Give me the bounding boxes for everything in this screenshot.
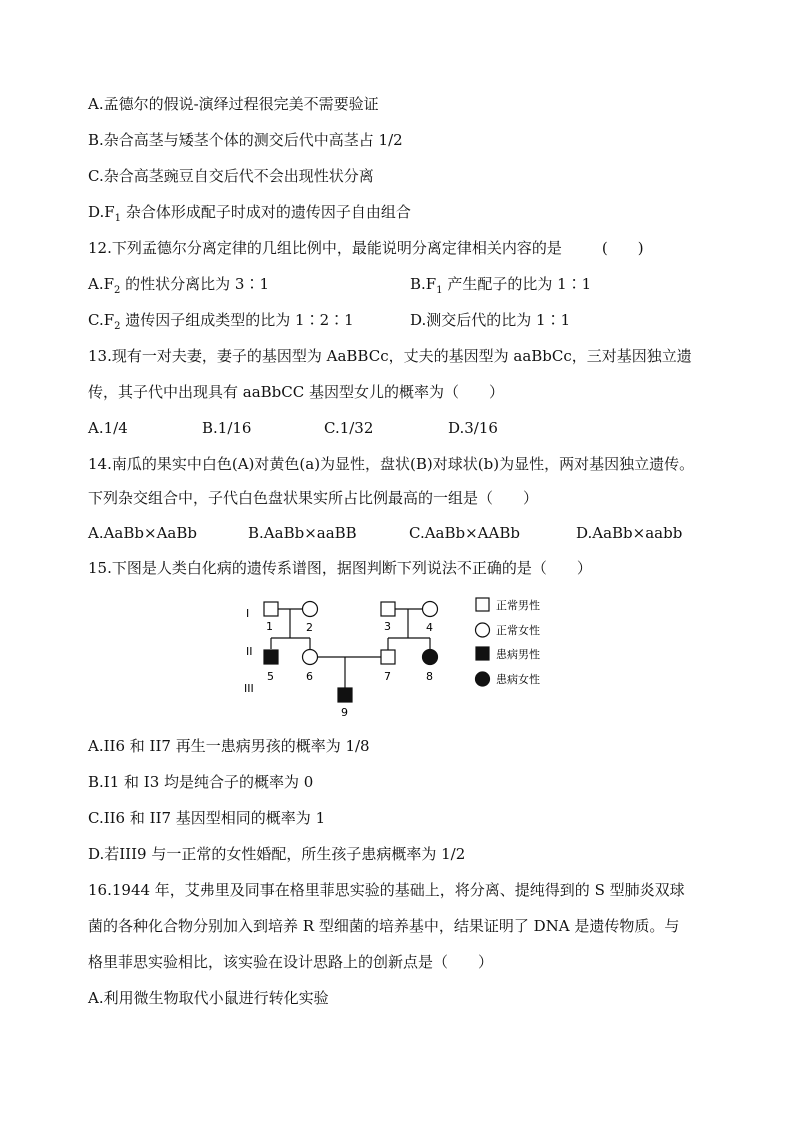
q12-stem: 12.下列孟德尔分离定律的几组比例中，最能说明分离定律相关内容的是 ( ) <box>88 239 644 257</box>
gen-label-3: III <box>244 682 254 695</box>
legend-normal-female-icon <box>476 623 490 637</box>
q14-stem-line2: 下列杂交组合中，子代白色盘状果实所占比例最高的一组是（ ） <box>88 489 539 507</box>
q13-option-b: B.1/16 <box>202 419 252 437</box>
gen-label-1: I <box>246 607 250 620</box>
individual-5-affected-male <box>264 650 278 664</box>
q16-stem-line3: 格里菲思实验相比，该实验在设计思路上的创新点是（ ） <box>88 953 494 971</box>
pedigree-diagram <box>236 590 556 718</box>
q13-option-c: C.1/32 <box>324 419 374 437</box>
q14-option-c: C.AaBb×AABb <box>409 524 520 542</box>
q12-option-b: $B.F_1$ 产生配子的比为 1∶1 <box>410 275 592 296</box>
q13-stem-line2: 传，其子代中出现具有 aaBbCC 基因型女儿的概率为（ ） <box>88 383 505 401</box>
q11-option-b: B.杂合高茎与矮茎个体的测交后代中高茎占 1/2 <box>88 131 403 149</box>
legend-affected-female-icon <box>476 672 490 686</box>
legend-normal-male-icon <box>476 598 489 611</box>
q11-option-a: A.孟德尔的假说-演绎过程很完美不需要验证 <box>88 95 379 113</box>
q16-stem-line1: 16.1944 年，艾弗里及同事在格里菲思实验的基础上，将分离、提纯得到的 S 型肺炎双球 <box>88 881 685 899</box>
q15-option-b: B.I1 和 I3 均是纯合子的概率为 0 <box>88 773 314 791</box>
individual-1-normal-male <box>264 602 278 616</box>
label-2: 2 <box>306 621 313 634</box>
q13-option-a: A.1/4 <box>88 419 128 437</box>
individual-9-affected-male <box>338 688 352 702</box>
label-3: 3 <box>384 620 391 633</box>
legend-normal-female-label: 正常女性 <box>496 624 540 637</box>
legend-affected-male-icon <box>476 647 489 660</box>
gen-label-2: II <box>246 645 253 658</box>
individual-7-normal-male <box>381 650 395 664</box>
individual-4-normal-female <box>423 602 438 617</box>
q15-option-d: D.若III9 与一正常的女性婚配，所生孩子患病概率为 1/2 <box>88 845 466 863</box>
label-6: 6 <box>306 670 313 683</box>
q16-option-a: A.利用微生物取代小鼠进行转化实验 <box>88 989 329 1007</box>
q15-stem: 15.下图是人类白化病的遗传系谱图，据图判断下列说法不正确的是（ ） <box>88 559 592 577</box>
legend-affected-female-label: 患病女性 <box>496 673 540 686</box>
q14-option-d: D.AaBb×aabb <box>576 524 683 542</box>
q15-option-c: C.II6 和 II7 基因型相同的概率为 1 <box>88 809 326 827</box>
label-9: 9 <box>341 706 348 718</box>
individual-3-normal-male <box>381 602 395 616</box>
q11-option-d: $D.F_1$ 杂合体形成配子时成对的遗传因子自由组合 <box>88 203 411 224</box>
q12-option-a: $A.F_2$ 的性状分离比为 3∶1 <box>88 275 270 296</box>
label-5: 5 <box>267 670 274 683</box>
individual-8-affected-female <box>423 650 438 665</box>
q15-option-a: A.II6 和 II7 再生一患病男孩的概率为 1/8 <box>88 737 370 755</box>
q11-option-c: C.杂合高茎豌豆自交后代不会出现性状分离 <box>88 167 374 185</box>
individual-6-normal-female <box>303 650 318 665</box>
q13-stem-line1: 13.现有一对夫妻，妻子的基因型为 AaBBCc，丈夫的基因型为 aaBbCc，三对基因独立遗 <box>88 347 692 365</box>
legend-normal-male-label: 正常男性 <box>496 599 540 612</box>
legend-affected-male-label: 患病男性 <box>496 648 540 661</box>
q13-option-d: D.3/16 <box>448 419 498 437</box>
individual-2-normal-female <box>303 602 318 617</box>
label-8: 8 <box>426 670 433 683</box>
q16-stem-line2: 菌的各种化合物分别加入到培养 R 型细菌的培养基中，结果证明了 DNA 是遗传物质。与 <box>88 917 680 935</box>
q14-stem-line1: 14.南瓜的果实中白色(A)对黄色(a)为显性，盘状(B)对球状(b)为显性，两对基因独立遗传。 <box>88 455 695 473</box>
q12-option-c: $C.F_2$ 遗传因子组成类型的比为 1∶2∶1 <box>88 311 354 332</box>
q14-option-a: A.AaBb×AaBb <box>88 524 197 542</box>
q14-option-b: B.AaBb×aaBB <box>248 524 357 542</box>
label-4: 4 <box>426 621 433 634</box>
q12-option-d: D.测交后代的比为 1∶1 <box>410 311 571 329</box>
label-7: 7 <box>384 670 391 683</box>
label-1: 1 <box>266 620 273 633</box>
